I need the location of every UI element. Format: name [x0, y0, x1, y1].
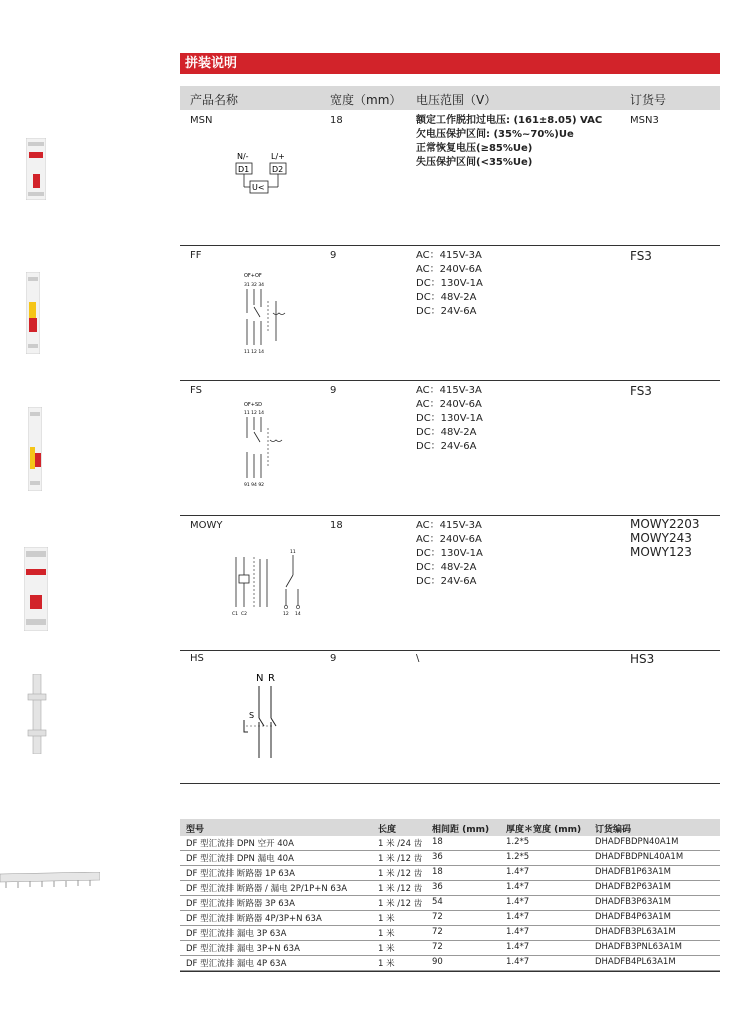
- product-voltage: AC：415V-3A AC：240V-6A DC：130V-1A DC：48V-2A DC：24V-6A: [416, 250, 483, 317]
- product-name: FS: [190, 385, 202, 396]
- row-length: 1 米: [378, 959, 395, 969]
- row-model: DF 型汇流排 DPN 空开 40A: [186, 839, 294, 849]
- product-name: MSN: [190, 115, 213, 126]
- fs-wiring-diagram: [240, 400, 300, 490]
- msn-product-image: [26, 138, 46, 200]
- col-width: 宽度（mm）: [330, 93, 402, 107]
- product-voltage: AC：415V-3A AC：240V-6A DC：130V-1A DC：48V-2A DC：24V-6A: [416, 520, 483, 587]
- svg-text:OF+SD: OF+SD: [244, 402, 263, 408]
- row-code: DHADFB3PNL63A1M: [595, 942, 683, 952]
- product-order: MOWY2203 MOWY243 MOWY123: [630, 517, 700, 559]
- svg-text:31 32 34: 31 32 34: [244, 283, 265, 288]
- row-model: DF 型汇流排 断路器 1P 63A: [186, 869, 295, 879]
- row-model: DF 型汇流排 漏电 3P+N 63A: [186, 944, 300, 954]
- svg-text:OF+OF: OF+OF: [244, 273, 262, 279]
- busbar-table: [180, 819, 720, 972]
- fs-product-image: [28, 407, 42, 491]
- row-code: DHADFBDPN40A1M: [595, 837, 679, 847]
- table-row: [180, 926, 720, 941]
- row-spacing: 72: [432, 942, 443, 952]
- col-order: 订货号: [630, 93, 667, 107]
- row-code: DHADFB2P63A1M: [595, 882, 671, 892]
- table-row: [180, 956, 720, 971]
- svg-text:C1: C1: [232, 612, 239, 617]
- hs-product-image: [24, 674, 48, 754]
- msn-wiring-diagram: [230, 150, 300, 200]
- product-order: FS3: [630, 384, 652, 398]
- svg-text:D2: D2: [272, 165, 284, 174]
- table-row: [180, 896, 720, 911]
- product-voltage: \: [416, 653, 420, 664]
- svg-text:14: 14: [295, 612, 301, 617]
- col-code: 订货编码: [595, 825, 632, 835]
- row-model: DF 型汇流排 断路器 4P/3P+N 63A: [186, 914, 322, 924]
- row-length: 1 米: [378, 929, 395, 939]
- row-model: DF 型汇流排 漏电 3P 63A: [186, 929, 287, 939]
- table-row: [180, 881, 720, 896]
- product-row-hs: [180, 652, 720, 786]
- product-width: 18: [330, 520, 343, 531]
- table-row: [180, 866, 720, 881]
- col-product-name: 产品名称: [190, 93, 239, 107]
- col-length: 长度: [378, 825, 397, 835]
- busbar-product-image: [0, 872, 100, 894]
- svg-text:11 12 14: 11 12 14: [244, 411, 265, 416]
- busbar-table-header: [180, 819, 720, 836]
- svg-text:U<: U<: [252, 183, 265, 192]
- svg-text:12: 12: [283, 612, 289, 617]
- row-code: DHADFB3PL63A1M: [595, 927, 676, 937]
- row-thickness: 1.4*7: [506, 897, 530, 907]
- row-thickness: 1.4*7: [506, 882, 530, 892]
- product-order: MSN3: [630, 115, 659, 126]
- row-length: 1 米 /24 齿: [378, 839, 423, 849]
- row-thickness: 1.4*7: [506, 912, 530, 922]
- svg-text:L/+: L/+: [271, 152, 285, 161]
- row-model: DF 型汇流排 DPN 漏电 40A: [186, 854, 294, 864]
- svg-text:C2: C2: [241, 612, 248, 617]
- col-thickness: 厚度＊宽度 (mm): [506, 825, 582, 835]
- product-row-msn: [180, 112, 720, 246]
- product-width: 18: [330, 115, 343, 126]
- product-name: HS: [190, 653, 204, 664]
- row-code: DHADFB4P63A1M: [595, 912, 671, 922]
- svg-text:R: R: [268, 673, 275, 684]
- product-width: 9: [330, 250, 337, 261]
- svg-text:11: 11: [290, 550, 296, 555]
- product-name: FF: [190, 250, 202, 261]
- row-model: DF 型汇流排 断路器 3P 63A: [186, 899, 295, 909]
- product-name: MOWY: [190, 520, 223, 531]
- product-voltage: AC：415V-3A AC：240V-6A DC：130V-1A DC：48V-2A DC：24V-6A: [416, 385, 483, 452]
- row-code: DHADFB3P63A1M: [595, 897, 671, 907]
- row-model: DF 型汇流排 断路器 / 漏电 2P/1P+N 63A: [186, 884, 348, 894]
- row-thickness: 1.4*7: [506, 942, 530, 952]
- row-thickness: 1.4*7: [506, 867, 530, 877]
- mowy-wiring-diagram: [230, 547, 310, 619]
- row-length: 1 米 /12 齿: [378, 899, 423, 909]
- row-spacing: 18: [432, 837, 443, 847]
- table-row: [180, 836, 720, 851]
- row-thickness: 1.2*5: [506, 837, 530, 847]
- product-order: HS3: [630, 652, 655, 666]
- product-row-ff: [180, 247, 720, 381]
- svg-text:D1: D1: [238, 165, 250, 174]
- row-spacing: 36: [432, 852, 443, 862]
- product-table-header: [180, 86, 720, 110]
- row-code: DHADFB1P63A1M: [595, 867, 671, 877]
- product-order: FS3: [630, 249, 652, 263]
- row-spacing: 18: [432, 867, 443, 877]
- section-title: 拼装说明: [185, 56, 238, 71]
- mowy-product-image: [24, 547, 48, 631]
- table-row: [180, 851, 720, 866]
- svg-text:S: S: [249, 711, 255, 720]
- product-width: 9: [330, 385, 337, 396]
- row-spacing: 90: [432, 957, 443, 967]
- table-row: [180, 911, 720, 926]
- col-spacing: 相间距 (mm): [432, 825, 490, 835]
- row-length: 1 米: [378, 944, 395, 954]
- product-row-fs: [180, 382, 720, 516]
- row-thickness: 1.4*7: [506, 927, 530, 937]
- col-voltage: 电压范围（V）: [416, 93, 497, 107]
- row-thickness: 1.4*7: [506, 957, 530, 967]
- product-width: 9: [330, 653, 337, 664]
- row-spacing: 36: [432, 882, 443, 892]
- row-spacing: 72: [432, 927, 443, 937]
- row-length: 1 米 /12 齿: [378, 884, 423, 894]
- svg-text:11 12 14: 11 12 14: [244, 350, 265, 355]
- row-length: 1 米 /12 齿: [378, 854, 423, 864]
- row-spacing: 54: [432, 897, 443, 907]
- table-row: [180, 941, 720, 956]
- row-spacing: 72: [432, 912, 443, 922]
- row-length: 1 米: [378, 914, 395, 924]
- svg-text:N: N: [256, 673, 264, 684]
- row-code: DHADFB4PL63A1M: [595, 957, 676, 967]
- hs-wiring-diagram: [240, 670, 290, 760]
- svg-text:N/-: N/-: [237, 152, 249, 161]
- svg-text:91 94 92: 91 94 92: [244, 483, 265, 488]
- product-row-mowy: [180, 517, 720, 651]
- row-thickness: 1.2*5: [506, 852, 530, 862]
- row-length: 1 米 /12 齿: [378, 869, 423, 879]
- row-code: DHADFBDPNL40A1M: [595, 852, 684, 862]
- ff-wiring-diagram: [240, 271, 300, 355]
- product-voltage: 额定工作脱扣过电压: (161±8.05) VAC 欠电压保护区间: (35%~70%)Ue 正常恢复电压(≥85%Ue) 失压保护区间(<35%Ue): [416, 115, 603, 168]
- row-model: DF 型汇流排 漏电 4P 63A: [186, 959, 287, 969]
- ff-product-image: [26, 272, 40, 354]
- col-model: 型号: [186, 825, 205, 835]
- section-title-bar: [180, 53, 720, 74]
